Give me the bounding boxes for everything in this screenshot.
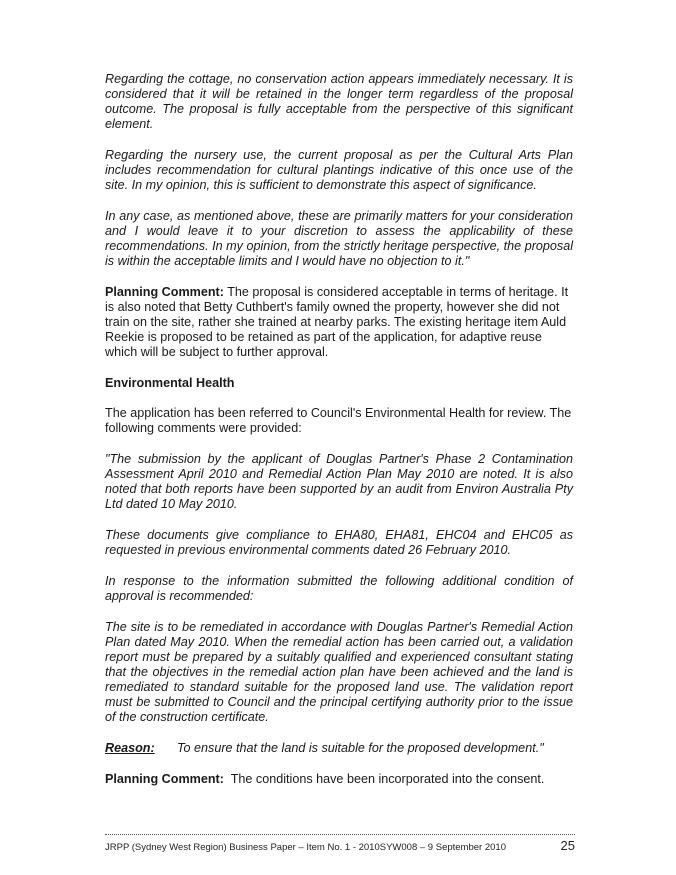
paragraph-conclusion: In any case, as mentioned above, these are primarily matters for your consideration and I would leave it to your discretion to assess the applicability of these recommendations. In my opinion, from the strictly heritage perspective, the proposal is within the acceptable limits and I would have no objection to it." [105, 209, 573, 268]
section-heading-environmental-health: Environmental Health [105, 376, 235, 390]
reason-label: Reason: [105, 741, 155, 755]
page-number: 25 [560, 838, 575, 853]
paragraph-cottage: Regarding the cottage, no conservation action appears immediately necessary. It is considered that it will be retained in the longer term regardless of the proposal outcome. The proposal is fully acceptable from the perspective of this significant element. [105, 72, 573, 131]
quote-compliance: These documents give compliance to EHA80, EHA81, EHC04 and EHC05 as requested in previous environmental comments dated 26 February 2010. [105, 528, 573, 557]
planning-comment-label: Planning Comment: [105, 285, 224, 299]
reason-text: To ensure that the land is suitable for the proposed development." [177, 741, 544, 755]
paragraph-nursery: Regarding the nursery use, the current proposal as per the Cultural Arts Plan includes recommendation for cultural plantings indicative of this once use of the site. In my opinion, this is sufficient to demonstrate this aspect of significance. [105, 148, 573, 192]
planning-comment-text: The proposal is considered acceptable in terms of heritage. It is also noted that Betty Cuthbert's family owned the property, however she did not train on the site, rather she trained at nearby parks. The existing heritage item Auld Reekie is proposed to be retained as part of the application, for adaptive reuse which will be subject to further approval. [105, 285, 569, 359]
footer-text: JRPP (Sydney West Region) Business Paper – Item No. 1 - 2010SYW008 – 9 September 2010 [105, 842, 506, 853]
quote-submission: "The submission by the applicant of Douglas Partner's Phase 2 Contamination Assessment April 2010 and Remedial Action Plan May 2010 are noted. It is also noted that both reports have been supported by an audit from Environ Australia Pty Ltd dated 10 May 2010. [105, 452, 573, 511]
planning-comment-heritage [105, 285, 573, 360]
planning-comment-conditions [105, 772, 573, 787]
page-footer [105, 834, 575, 853]
reason-row [105, 741, 573, 756]
document-body [105, 72, 573, 803]
quote-response: In response to the information submitted the following additional condition of approval is recommended: [105, 574, 573, 603]
quote-condition: The site is to be remediated in accordance with Douglas Partner's Remedial Action Plan dated May 2010. When the remedial action has been carried out, a validation report must be prepared by a suitably qualified and experienced consultant stating that the objectives in the remedial action plan have been achieved and the land is remediated to standard suitable for the proposed land use. The validation report must be submitted to Council and the principal certifying authority prior to the issue of the construction certificate. [105, 620, 573, 724]
env-intro: The application has been referred to Council's Environmental Health for review. The following comments were provided: [105, 406, 572, 435]
planning-comment-label-2: Planning Comment: [105, 772, 224, 786]
planning-comment-text-2: The conditions have been incorporated into the consent. [223, 772, 545, 786]
